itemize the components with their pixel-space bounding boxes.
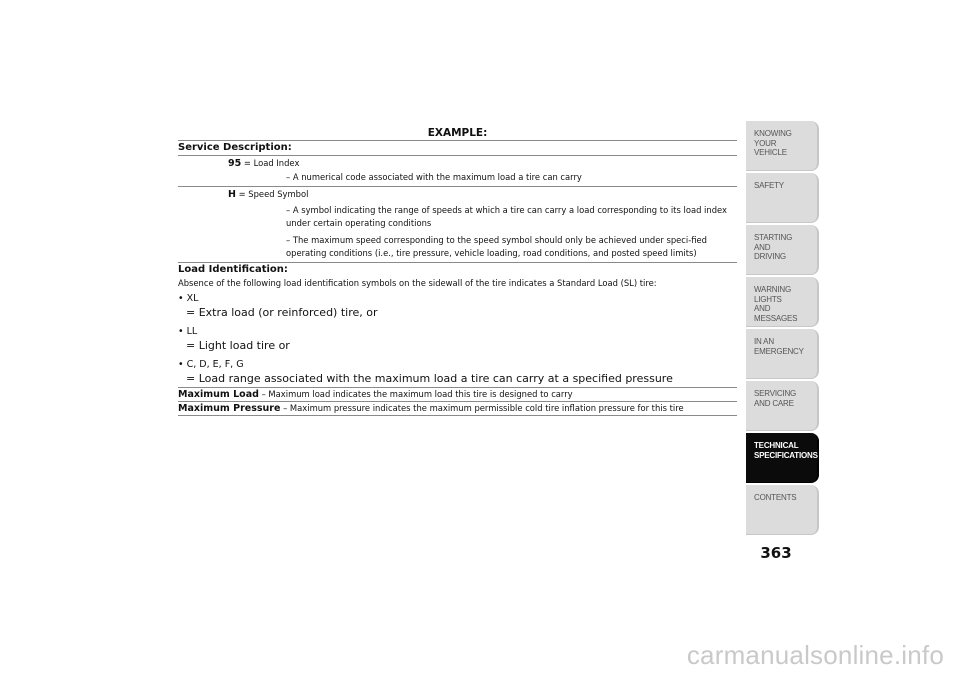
speed-symbol-label: = Speed Symbol (238, 189, 309, 199)
example-header: EXAMPLE: (427, 127, 488, 139)
watermark: carmanualsonline.info (686, 640, 944, 670)
tab-knowing-your-vehicle[interactable]: KNOWING YOUR VEHICLE (746, 121, 819, 171)
maximum-pressure-row (178, 402, 737, 415)
maximum-load-desc: – Maximum load indicates the maximum load this tire is designed to carry (258, 389, 573, 399)
page-number: 363 (760, 544, 792, 562)
speed-symbol-code: H (228, 189, 236, 200)
list-item (178, 322, 737, 355)
maximum-pressure-term: Maximum Pressure (178, 403, 281, 414)
tab-warning-lights-and-messages[interactable]: WARNING LIGHTS AND MESSAGES (746, 277, 819, 327)
list-item (178, 289, 737, 322)
speed-symbol-block (178, 187, 737, 260)
speed-symbol-desc-1: – A symbol indicating the range of speeds at which a tire can carry a load corresponding to its load index under certain operating conditions (286, 205, 727, 228)
load-index-block (178, 156, 737, 184)
bullet-range-value: = Load range associated with the maximum load a tire can carry at a specified pressure (186, 372, 673, 385)
bullet-ll-label: • LL (178, 326, 198, 337)
divider (178, 415, 737, 416)
tab-safety[interactable]: SAFETY (746, 173, 819, 223)
load-index-desc: – A numerical code associated with the maximum load a tire can carry (286, 172, 582, 182)
bullet-ll-value: = Light load tire or (186, 339, 290, 352)
bullet-range-label: • C, D, E, F, G (178, 359, 244, 370)
chapter-tabs (746, 121, 819, 537)
bullet-xl-label: • XL (178, 293, 199, 304)
maximum-pressure-desc: – Maximum pressure indicates the maximum permissible cold tire inflation pressure for this tire (280, 403, 684, 413)
service-description-title: Service Description: (178, 142, 292, 153)
tab-in-an-emergency[interactable]: IN AN EMERGENCY (746, 329, 819, 379)
speed-symbol-desc-2: – The maximum speed corresponding to the speed symbol should only be achieved under speci-fied operating conditions (i.e., tire pressure, vehicle loading, road conditions, and posted speed limits) (286, 235, 707, 258)
load-identification-block (178, 263, 737, 387)
load-identification-intro: Absence of the following load identification symbols on the sidewall of the tire indicates a Standard Load (SL) tire: (178, 278, 657, 288)
load-index-label: = Load Index (243, 158, 300, 168)
maximum-load-term: Maximum Load (178, 389, 259, 400)
bullet-xl-value: = Extra load (or reinforced) tire, or (186, 306, 378, 319)
spec-table (178, 126, 737, 416)
tab-servicing-and-care[interactable]: SERVICING AND CARE (746, 381, 819, 431)
tab-contents[interactable]: CONTENTS (746, 485, 819, 535)
load-index-line (178, 156, 737, 171)
speed-symbol-line (178, 187, 737, 202)
tab-technical-specifications[interactable]: TECHNICAL SPECIFICATIONS (746, 433, 819, 483)
maximum-load-row (178, 388, 737, 401)
tab-starting-and-driving[interactable]: STARTING AND DRIVING (746, 225, 819, 275)
list-item (178, 355, 737, 387)
load-identification-title: Load Identification: (178, 264, 288, 275)
load-index-code: 95 (228, 158, 242, 169)
